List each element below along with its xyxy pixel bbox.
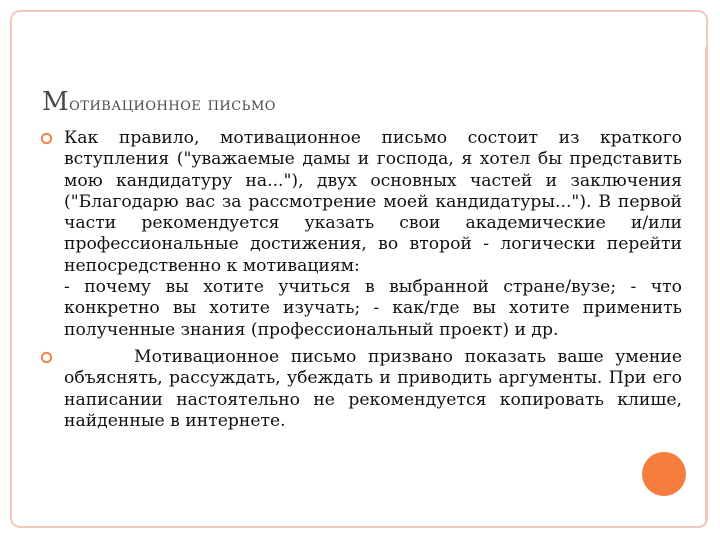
ring-bullet-icon (40, 351, 53, 364)
bullet-paragraph: - почему вы хотите учиться в выбранной стране/вузе; - что конкретно вы хотите изучать; - как/где вы хотите применить полученные знания (профессиональный проект) и др. (64, 277, 682, 340)
slide-title-initial: М (42, 87, 70, 117)
bullet-item (40, 347, 682, 432)
bullet-paragraph: Как правило, мотивационное письмо состоит из краткого вступления ("уважаемые дамы и господа, я хотел бы представить мою кандидатуру на..."), двух основных частей и заключения ("Благодарю вас за рассмотрение моей кандидатуры..."). В первой части рекомендуется указать свои академические и/или профессиональные достижения, во второй - логически перейти непосредственно к мотивациям: (64, 128, 682, 276)
bullet-paragraph: Мотивационное письмо призвано показать ваше умение объяснять, рассуждать, убеждать и приводить аргументы. При его написании настоятельно не рекомендуется копировать клише, найденные в интернете. (64, 346, 682, 431)
frame-line (705, 47, 706, 526)
slide-title (42, 80, 276, 118)
ring-bullet-icon (40, 132, 53, 145)
slide-title-rest: отивационное письмо (69, 94, 276, 115)
accent-circle (642, 452, 686, 496)
slide-content (40, 128, 682, 432)
bullet-item (40, 128, 682, 341)
